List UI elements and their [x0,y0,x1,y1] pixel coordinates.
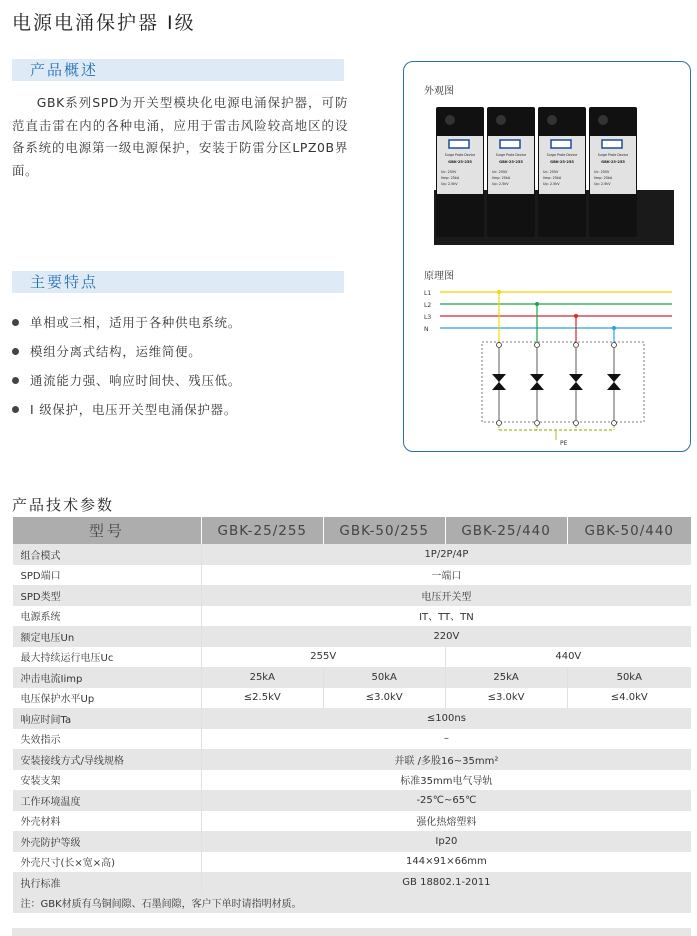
table-row [13,749,692,770]
product-photo [404,102,690,262]
table-row [13,585,692,606]
param-value: 50kA [567,667,691,688]
param-value: 1P/2P/4P [201,544,691,565]
param-name: 外壳防护等级 [13,831,202,852]
module-device-text: Surge Prote Device [546,153,578,157]
overview-heading: 产品概述 [12,59,344,81]
param-value: 50kA [323,667,445,688]
table-row [13,626,692,647]
overview-text: GBK系列SPD为开关型模块化电源电涌保护器，可防范直击雷在内的各种电涌，应用于雷击风险较高地区的设备系统的电源第一级电源保护，安装于防雷分区LPZ0B界面。 [12,95,348,179]
param-name: 组合模式 [13,544,202,565]
param-value: 强化热熔塑料 [201,811,691,832]
param-value: IT、TT、TN [201,606,691,627]
module-rating-text: Uc: 255V [594,170,610,174]
module-rating-text: Up: 2.5kV [594,182,611,186]
module-rating-text: Iimp: 25kA [543,176,562,180]
param-value: 220V [201,626,691,647]
param-name: 额定电压Un [13,626,202,647]
module-device-text: Surge Prote Device [597,153,629,157]
param-value: 一端口 [201,565,691,586]
module-model-text: GBK-25-255 [550,160,574,164]
table-row [13,831,692,852]
param-name: 安装接线方式/导线规格 [13,749,202,770]
param-name: SPD端口 [13,565,202,586]
param-name: 安装支架 [13,770,202,791]
module-device-text: Surge Prote Device [444,153,476,157]
module-rating-text: Up: 2.5kV [543,182,560,186]
param-value: ≤4.0kV [567,688,691,709]
param-name: 外壳尺寸(长×宽×高) [13,852,202,873]
product-figure-panel [403,61,691,452]
feature-item: 模组分离式结构，运维简便。 [12,343,241,372]
param-name: 响应时间Ta [13,708,202,729]
param-name: 冲击电流Iimp [13,667,202,688]
param-name: 执行标准 [13,872,202,893]
schematic-label: 原理图 [424,271,454,282]
note-row [13,893,692,914]
param-name: 最大持续运行电压Uc [13,647,202,668]
header-col: GBK-50/255 [323,517,445,544]
param-value: 440V [445,647,691,668]
table-row [13,852,692,873]
param-name: 电源系统 [13,606,202,627]
header-col: GBK-25/440 [445,517,567,544]
line-label: L3 [424,314,432,321]
line-label: N [424,326,429,333]
module-rating-text: Iimp: 25kA [441,176,460,180]
table-row [13,647,692,668]
schematic-diagram [404,284,690,454]
module-model-text: GBK-25-255 [601,160,625,164]
table-row [13,667,692,688]
header-model: 型号 [13,517,202,544]
param-value: ≤3.0kV [323,688,445,709]
param-value: ≤100ns [201,708,691,729]
module-rating-text: Uc: 255V [543,170,559,174]
table-row [13,811,692,832]
module-rating-text: Uc: 255V [441,170,457,174]
param-value: 并联 /多股16~35mm² [201,749,691,770]
specs-header-row [13,517,692,544]
param-name: 工作环境温度 [13,790,202,811]
feature-item: 通流能力强、响应时间快、残压低。 [12,372,241,401]
line-label: L2 [424,302,432,309]
pe-label: PE [560,440,568,447]
table-row [13,872,692,893]
header-col: GBK-25/255 [201,517,323,544]
specs-title: 产品技术参数 [12,496,115,514]
table-row [13,544,692,565]
param-value: 144×91×66mm [201,852,691,873]
param-name: 电压保护水平Up [13,688,202,709]
param-value: ≤3.0kV [445,688,567,709]
param-value: 标准35mm电气导轨 [201,770,691,791]
param-value: 电压开关型 [201,585,691,606]
specs-table [12,517,691,913]
features-list [12,314,241,430]
module-device-text: Surge Prote Device [495,153,527,157]
param-value: – [201,729,691,750]
param-value: -25℃~65℃ [201,790,691,811]
param-value: 25kA [201,667,323,688]
param-value: 25kA [445,667,567,688]
param-value: Ip20 [201,831,691,852]
appearance-label: 外观图 [424,86,454,97]
table-row [13,606,692,627]
param-value: GB 18802.1-2011 [201,872,691,893]
features-heading: 主要特点 [12,271,344,293]
module-model-text: GBK-25-255 [499,160,523,164]
header-col: GBK-50/440 [567,517,691,544]
table-row [13,688,692,709]
param-name: SPD类型 [13,585,202,606]
feature-item: 单相或三相，适用于各种供电系统。 [12,314,241,343]
module-model-text: GBK-25-255 [448,160,472,164]
table-note: 注：GBK材质有乌铜间隙、石墨间隙，客户下单时请指明材质。 [13,893,692,914]
module-rating-text: Iimp: 25kA [594,176,613,180]
param-value: 255V [201,647,445,668]
module-rating-text: Up: 2.5kV [492,182,509,186]
module-rating-text: Uc: 255V [492,170,508,174]
feature-item: I 级保护，电压开关型电涌保护器。 [12,401,241,430]
table-row [13,729,692,750]
line-label: L1 [424,290,432,297]
footer-bar [12,928,691,936]
table-row [13,790,692,811]
module-rating-text: Up: 2.5kV [441,182,458,186]
param-value: ≤2.5kV [201,688,323,709]
table-row [13,565,692,586]
param-name: 失效指示 [13,729,202,750]
table-row [13,708,692,729]
table-row [13,770,692,791]
module-rating-text: Iimp: 25kA [492,176,511,180]
page-title: 电源电涌保护器 I级 [12,12,196,34]
param-name: 外壳材料 [13,811,202,832]
